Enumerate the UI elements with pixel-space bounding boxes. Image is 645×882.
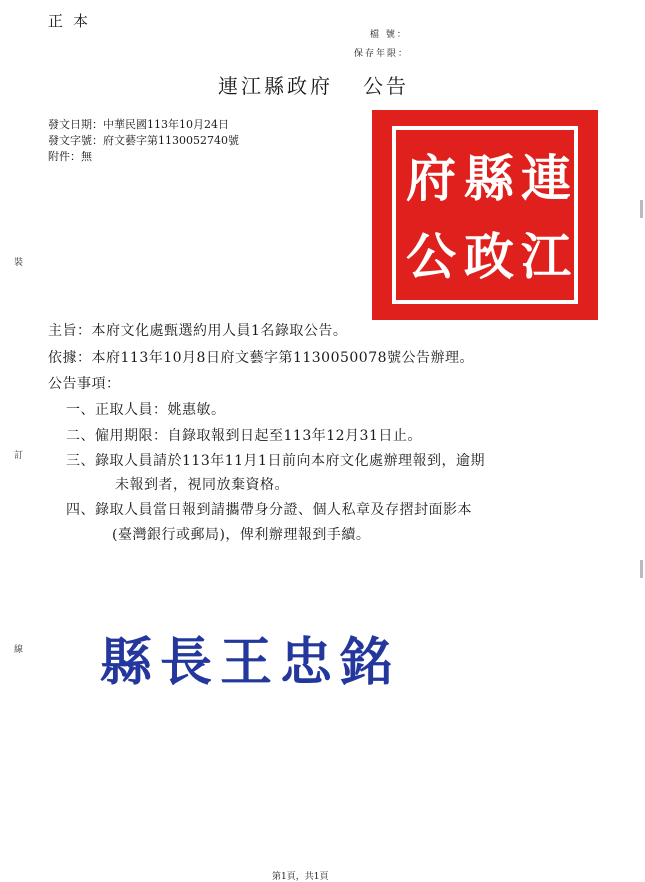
document-title — [218, 70, 409, 99]
seal-text-right: 連 江 — [521, 149, 571, 286]
issue-date: 發文日期：中華民國113年10月24日 — [48, 118, 229, 131]
notice-item-3-line-1: 三、錄取人員請於113年11月1日前向本府文化處辦理報到，逾期 — [66, 453, 485, 469]
scan-edge-mark — [640, 560, 643, 578]
notice-item-4-line-1: 四、錄取人員當日報到請攜帶身分證、個人私章及存摺封面影本 — [66, 502, 472, 518]
binding-mark-ding: 訂 — [14, 451, 24, 461]
page-number: 第1頁，共1頁 — [272, 872, 329, 882]
seal-text-middle: 縣 政 — [464, 149, 514, 286]
notice-item-3-line-2: 未報到者，視同放棄資格。 — [115, 477, 289, 493]
attachment: 附件：無 — [48, 150, 92, 163]
copy-mark: 正本 — [48, 12, 99, 30]
archive-number-label: 檔 號： — [370, 30, 408, 40]
magistrate-signature: 縣長王忠銘 — [100, 633, 401, 693]
scan-edge-mark — [640, 200, 643, 218]
notice-item-1: 一、正取人員：姚惠敏。 — [66, 402, 226, 418]
binding-mark-xian: 線 — [14, 645, 24, 655]
notice-item-4-line-2: (臺灣銀行或郵局)，俾利辦理報到手續。 — [112, 527, 371, 543]
subject-line: 主旨：本府文化處甄選約用人員1名錄取公告。 — [48, 323, 348, 339]
seal-border — [392, 126, 578, 304]
official-seal — [372, 110, 598, 320]
notice-heading: 公告事項： — [48, 376, 121, 392]
basis-line: 依據：本府113年10月8日府文藝字第1130050078號公告辦理。 — [48, 350, 475, 366]
retention-label: 保存年限： — [354, 49, 410, 59]
seal-text-left: 府 公 — [406, 149, 456, 286]
notice-item-2: 二、僱用期限：自錄取報到日起至113年12月31日止。 — [66, 428, 422, 444]
document-type: 公告 — [363, 74, 409, 98]
binding-mark-zhuang: 裝 — [14, 258, 24, 268]
document-number: 發文字號：府文藝字第1130052740號 — [48, 134, 239, 147]
agency-name: 連江縣政府 — [218, 74, 333, 98]
